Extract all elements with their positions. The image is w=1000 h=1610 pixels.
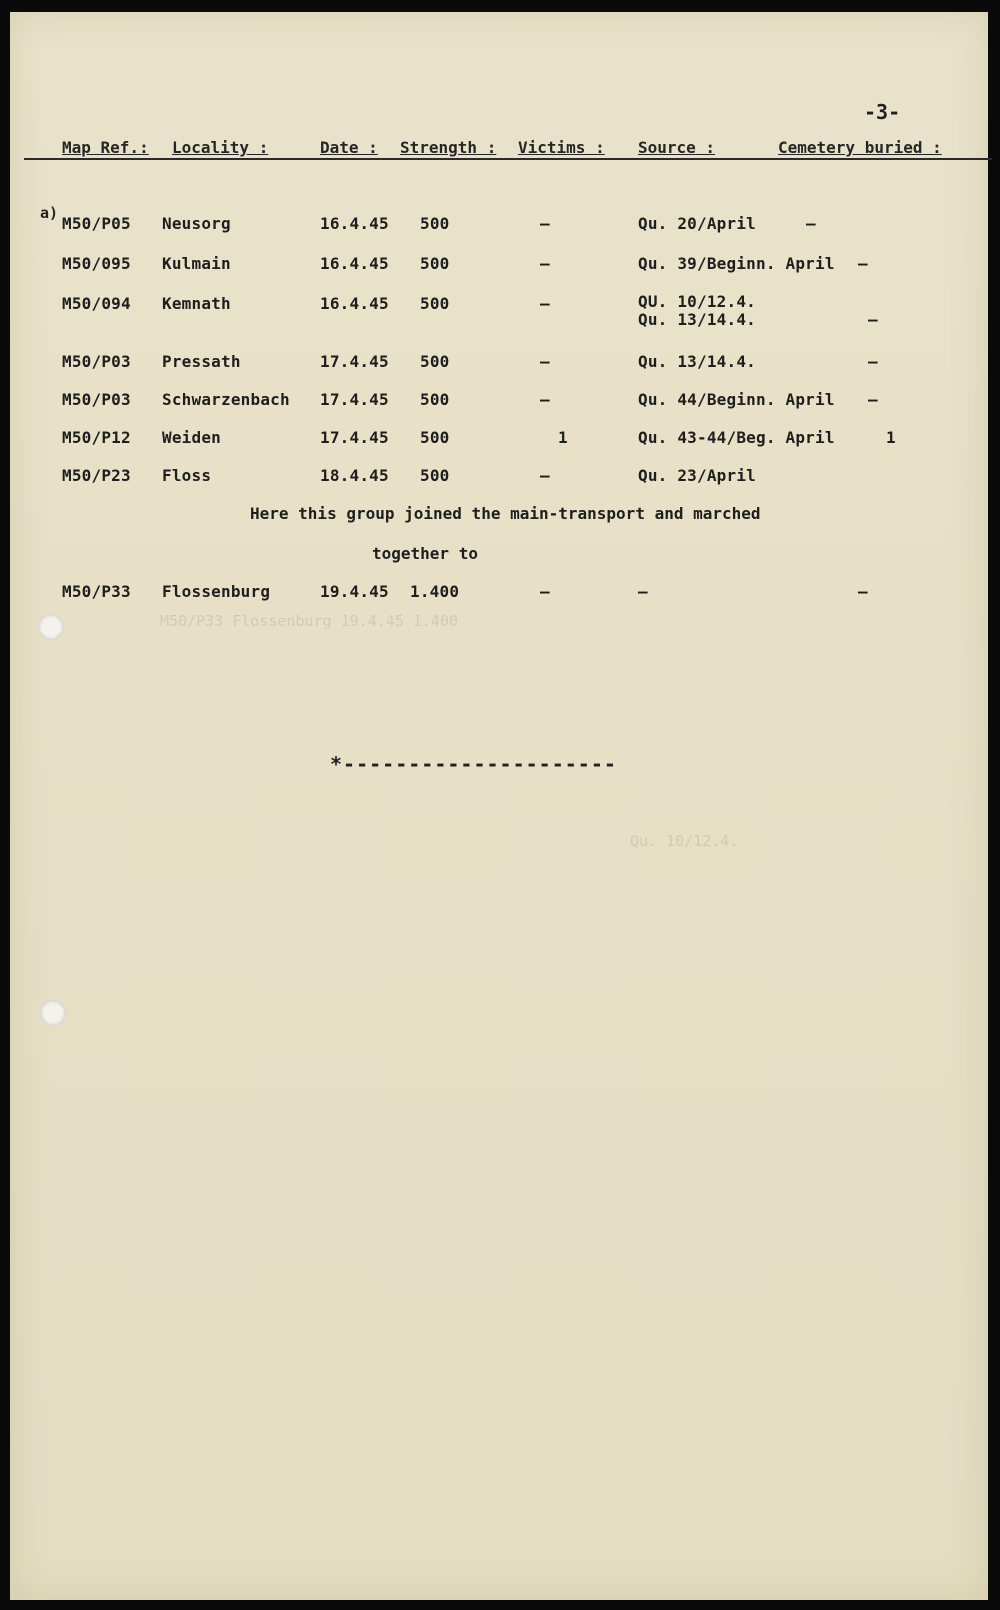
victims: — bbox=[540, 582, 550, 601]
strength: 500 bbox=[420, 214, 450, 233]
locality: Kemnath bbox=[162, 294, 231, 313]
date: 16.4.45 bbox=[320, 294, 389, 313]
date: 19.4.45 bbox=[320, 582, 389, 601]
map-ref: M50/094 bbox=[62, 294, 131, 313]
strength: 500 bbox=[420, 254, 450, 273]
source: Qu. 23/April bbox=[638, 466, 756, 485]
source: Qu. 39/Beginn. April bbox=[638, 254, 835, 273]
map-ref: M50/P03 bbox=[62, 390, 131, 409]
locality: Flossenburg bbox=[162, 582, 271, 601]
strength: 500 bbox=[420, 352, 450, 371]
victims: — bbox=[540, 390, 550, 409]
cemetery: 1 bbox=[886, 428, 896, 447]
map-ref: M50/P23 bbox=[62, 466, 131, 485]
source: Qu. 20/April bbox=[638, 214, 756, 233]
date: 18.4.45 bbox=[320, 466, 389, 485]
cemetery: — bbox=[868, 310, 878, 329]
date: 16.4.45 bbox=[320, 214, 389, 233]
cemetery: — bbox=[806, 214, 816, 233]
bleed-through-text: Qu. 10/12.4. bbox=[630, 832, 739, 850]
punch-hole bbox=[38, 614, 64, 640]
map-ref: M50/P33 bbox=[62, 582, 131, 601]
header-source: Source : bbox=[638, 138, 716, 157]
source: Qu. 43-44/Beg. April bbox=[638, 428, 835, 447]
cemetery: — bbox=[868, 390, 878, 409]
map-ref: M50/P05 bbox=[62, 214, 131, 233]
strength: 500 bbox=[420, 428, 450, 447]
note-line: together to bbox=[372, 544, 478, 563]
date: 17.4.45 bbox=[320, 352, 389, 371]
locality: Kulmain bbox=[162, 254, 231, 273]
header-date: Date : bbox=[320, 138, 378, 157]
victims: — bbox=[540, 294, 550, 313]
victims: — bbox=[540, 214, 550, 233]
strength: 500 bbox=[420, 294, 450, 313]
victims: — bbox=[540, 466, 550, 485]
map-ref: M50/095 bbox=[62, 254, 131, 273]
separator-line: *--------------------- bbox=[330, 752, 617, 776]
strength: 500 bbox=[420, 390, 450, 409]
map-ref: M50/P03 bbox=[62, 352, 131, 371]
page-number: -3- bbox=[864, 100, 901, 124]
punch-hole bbox=[40, 1000, 66, 1026]
locality: Neusorg bbox=[162, 214, 231, 233]
date: 16.4.45 bbox=[320, 254, 389, 273]
bleed-through-text: M50/P33 Flossenburg 19.4.45 1.400 bbox=[160, 612, 459, 630]
map-ref: M50/P12 bbox=[62, 428, 131, 447]
source: Qu. 44/Beginn. April bbox=[638, 390, 835, 409]
cemetery: — bbox=[858, 582, 868, 601]
date: 17.4.45 bbox=[320, 428, 389, 447]
header-cemetery: Cemetery buried : bbox=[778, 138, 942, 157]
locality: Pressath bbox=[162, 352, 241, 371]
strength: 1.400 bbox=[410, 582, 460, 601]
victims: — bbox=[540, 352, 550, 371]
document-page bbox=[10, 12, 988, 1600]
header-rule bbox=[24, 158, 992, 160]
source: — bbox=[638, 582, 648, 601]
source: Qu. 13/14.4. bbox=[638, 310, 756, 329]
cemetery: — bbox=[858, 254, 868, 273]
strength: 500 bbox=[420, 466, 450, 485]
note-line: Here this group joined the main-transport and marched bbox=[250, 504, 761, 523]
header-map-ref: Map Ref.: bbox=[62, 138, 149, 157]
source: Qu. 13/14.4. bbox=[638, 352, 756, 371]
header-locality: Locality : bbox=[172, 138, 269, 157]
date: 17.4.45 bbox=[320, 390, 389, 409]
cemetery: — bbox=[868, 352, 878, 371]
source: QU. 10/12.4. bbox=[638, 292, 756, 311]
header-victims: Victims : bbox=[518, 138, 605, 157]
locality: Schwarzenbach bbox=[162, 390, 290, 409]
victims: 1 bbox=[558, 428, 568, 447]
victims: — bbox=[540, 254, 550, 273]
locality: Floss bbox=[162, 466, 212, 485]
header-strength: Strength : bbox=[400, 138, 497, 157]
section-marker: a) bbox=[40, 204, 59, 222]
locality: Weiden bbox=[162, 428, 221, 447]
